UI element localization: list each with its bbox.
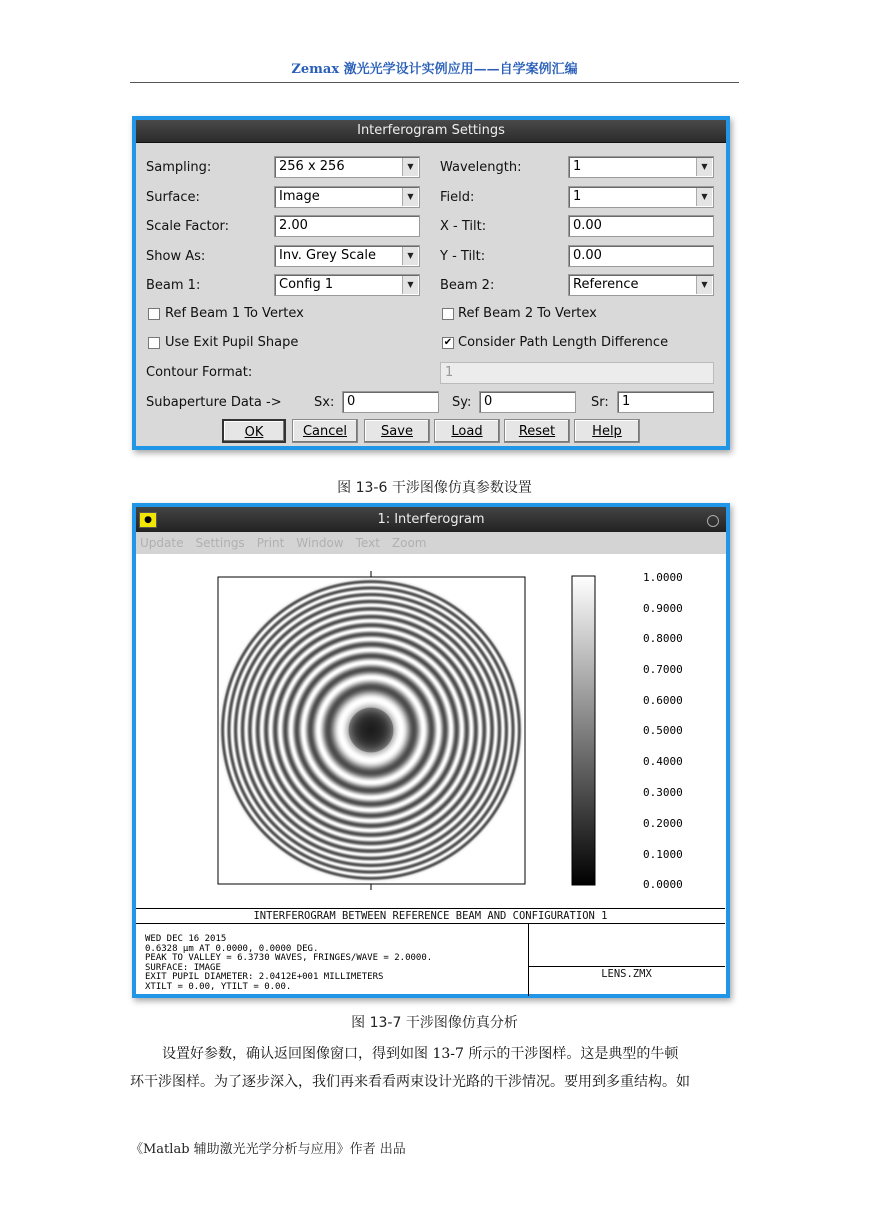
y-tilt-input[interactable]: 0.00 (568, 245, 714, 267)
dropdown-arrow-icon[interactable]: ▼ (402, 247, 418, 265)
reset-button[interactable]: Reset (504, 419, 570, 443)
surface-label: Surface: (146, 190, 200, 205)
wavelength-value: 1 (573, 159, 582, 174)
info-divider (528, 966, 725, 967)
app-icon[interactable]: ● (139, 512, 157, 528)
dialog-title: Interferogram Settings (136, 120, 726, 143)
dropdown-arrow-icon[interactable]: ▼ (696, 188, 712, 206)
scale-factor-label: Scale Factor: (146, 219, 230, 234)
exit-pupil-checkbox[interactable] (148, 337, 160, 349)
interference-fringe-pattern (219, 578, 523, 882)
path-length-checkbox[interactable]: ✔ (443, 337, 453, 348)
scale-label: 0.9000 (643, 602, 683, 615)
menu-window[interactable]: Window (296, 536, 344, 550)
surface-select[interactable] (274, 186, 420, 208)
ref-beam1-label: Ref Beam 1 To Vertex (165, 306, 304, 321)
sampling-select[interactable] (274, 156, 420, 178)
beam1-value: Config 1 (279, 277, 334, 292)
sampling-value: 256 x 256 (279, 159, 345, 174)
ok-button[interactable]: OK (222, 419, 286, 443)
beam1-label: Beam 1: (146, 278, 201, 293)
info-line: XTILT = 0.00, YTILT = 0.00. (145, 981, 292, 992)
page-header: Zemax 激光光学设计实例应用——自学案例汇编 (130, 58, 739, 83)
y-tilt-label: Y - Tilt: (440, 249, 486, 264)
info-line: 0.6328 µm AT 0.0000, 0.0000 DEG. (145, 943, 319, 954)
sy-label: Sy: (452, 395, 472, 410)
beam2-select[interactable] (568, 274, 714, 296)
sr-input[interactable]: 1 (617, 391, 714, 413)
field-label: Field: (440, 190, 475, 205)
info-line: SURFACE: IMAGE (145, 962, 221, 973)
interferogram-window (132, 503, 730, 998)
help-button[interactable]: Help (574, 419, 640, 443)
beam2-value: Reference (573, 277, 639, 292)
plot-title: INTERFEROGRAM BETWEEN REFERENCE BEAM AND CONFIGURATION 1 (136, 909, 725, 924)
dropdown-arrow-icon[interactable]: ▼ (402, 276, 418, 294)
sampling-label: Sampling: (146, 160, 212, 175)
cancel-button[interactable]: Cancel (292, 419, 358, 443)
load-button[interactable]: Load (434, 419, 500, 443)
interferogram-settings-dialog (132, 116, 730, 450)
window-title: 1: Interferogram (136, 507, 726, 532)
dropdown-arrow-icon[interactable]: ▼ (402, 188, 418, 206)
ref-beam1-checkbox[interactable] (148, 308, 160, 320)
scale-label: 0.7000 (643, 663, 683, 676)
figure-caption-13-7: 图 13-7 干涉图像仿真分析 (351, 1015, 518, 1031)
scale-label: 0.0000 (643, 878, 683, 891)
scale-label: 0.1000 (643, 848, 683, 861)
x-tilt-input[interactable]: 0.00 (568, 215, 714, 237)
info-line: PEAK TO VALLEY = 6.3730 WAVES, FRINGES/WAVE = 2.0000. (145, 953, 433, 963)
interferogram-plot (136, 554, 726, 909)
show-as-select[interactable] (274, 245, 420, 267)
contour-format-label: Contour Format: (146, 365, 253, 380)
sr-label: Sr: (591, 395, 609, 410)
contour-format-input[interactable]: 1 (440, 362, 714, 384)
info-line: WED DEC 16 2015 (145, 934, 227, 944)
dropdown-arrow-icon[interactable]: ▼ (402, 158, 418, 176)
menu-text[interactable]: Text (355, 536, 380, 550)
scale-label: 0.6000 (643, 694, 683, 707)
window-menu-bar (136, 532, 726, 554)
info-line: EXIT PUPIL DIAMETER: 2.0412E+001 MILLIMETERS (145, 972, 384, 982)
menu-zoom[interactable]: Zoom (391, 536, 427, 550)
dropdown-arrow-icon[interactable]: ▼ (696, 276, 712, 294)
scale-label: 0.5000 (643, 724, 683, 737)
menu-update[interactable]: Update (140, 536, 184, 550)
scale-label: 1.0000 (643, 571, 683, 584)
sx-label: Sx: (314, 395, 335, 410)
scale-label: 0.4000 (643, 755, 683, 768)
show-as-value: Inv. Grey Scale (279, 248, 376, 263)
body-paragraph (130, 1040, 740, 1096)
grey-scale-bar (572, 576, 595, 885)
field-value: 1 (573, 189, 582, 204)
sy-input[interactable]: 0 (479, 391, 576, 413)
scale-factor-input[interactable]: 2.00 (274, 215, 420, 237)
dropdown-arrow-icon[interactable]: ▼ (696, 158, 712, 176)
plot-info-text (145, 935, 432, 992)
show-as-label: Show As: (146, 249, 206, 264)
field-select[interactable] (568, 186, 714, 208)
save-button[interactable]: Save (364, 419, 430, 443)
paragraph-line: 环干涉图样。为了逐步深入，我们再来看看两束设计光路的干涉情况。要用到多重结构。如 (130, 1074, 690, 1090)
scale-label: 0.8000 (643, 632, 683, 645)
menu-print[interactable]: Print (256, 536, 285, 550)
scale-label: 0.2000 (643, 817, 683, 830)
ref-beam2-label: Ref Beam 2 To Vertex (458, 306, 597, 321)
x-tilt-label: X - Tilt: (440, 219, 487, 234)
beam2-label: Beam 2: (440, 278, 495, 293)
page-footer: 《Matlab 辅助激光光学分析与应用》作者 出品 (130, 1142, 406, 1157)
window-close-icon[interactable] (707, 515, 719, 527)
wavelength-select[interactable] (568, 156, 714, 178)
sx-input[interactable]: 0 (342, 391, 439, 413)
lens-file-name: LENS.ZMX (601, 968, 652, 980)
beam1-select[interactable] (274, 274, 420, 296)
surface-value: Image (279, 189, 320, 204)
figure-caption-13-6: 图 13-6 干涉图像仿真参数设置 (337, 480, 532, 496)
wavelength-label: Wavelength: (440, 160, 522, 175)
exit-pupil-label: Use Exit Pupil Shape (165, 335, 299, 350)
menu-settings[interactable]: Settings (195, 536, 245, 550)
info-divider (528, 924, 529, 996)
paragraph-line: 设置好参数，确认返回图像窗口，得到如图 13-7 所示的干涉图样。这是典型的牛顿 (162, 1046, 679, 1062)
plot-info-box (136, 908, 725, 996)
scale-label: 0.3000 (643, 786, 683, 799)
subaperture-label: Subaperture Data -> (146, 395, 282, 410)
path-length-label: Consider Path Length Difference (458, 335, 669, 350)
ref-beam2-checkbox[interactable] (442, 308, 454, 320)
